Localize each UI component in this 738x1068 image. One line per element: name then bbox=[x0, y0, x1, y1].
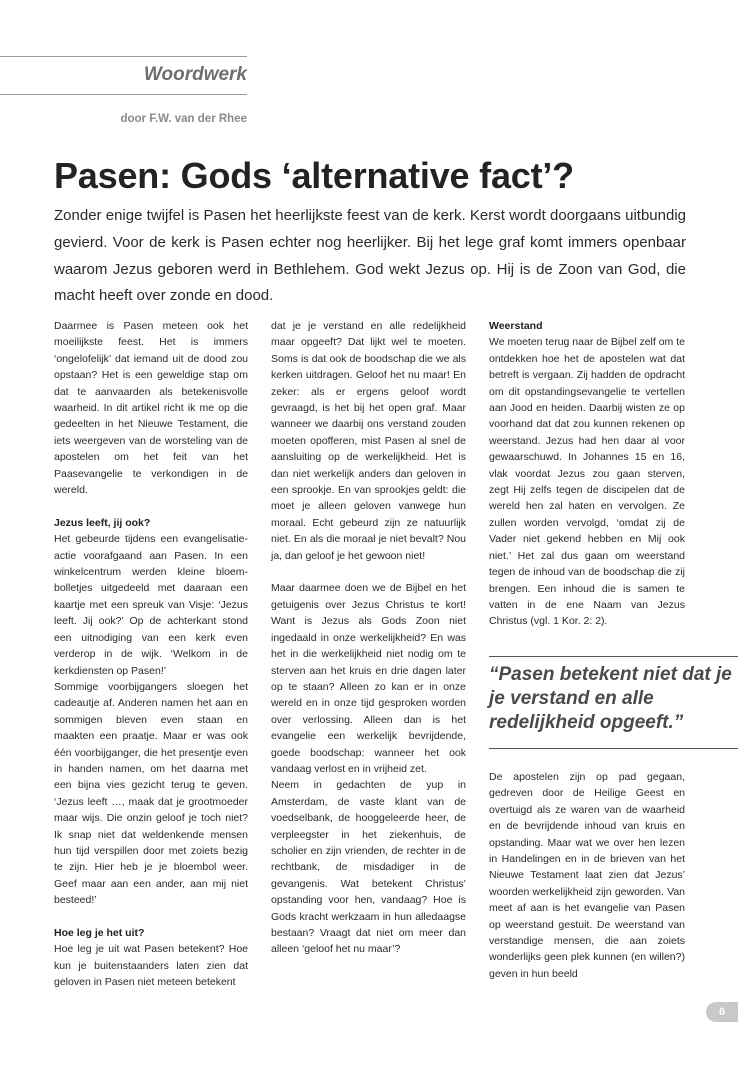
pull-quote-text: “Pasen betekent niet dat je je verstand en alle redelijkheid opgeeft.” bbox=[489, 664, 732, 733]
paragraph: Daarmee is Pasen meteen ook het moeilijkste feest. Het is immers ‘ongelofelijk’ dat iemand uit de dood zou opstaan? Het is een geweldige stap om dat te aanvaarden als betekenisvolle waarheid. In dit artikel richt ik me op die gedeelten in het Nieuwe Testament, die iets weergeven van de worsteling van de apostelen om het feit van het Paasevangelie te verkondigen in de wereld. bbox=[54, 320, 248, 497]
header-top-rule bbox=[0, 56, 247, 57]
paragraph: dat je je verstand en alle redelijkheid maar opgeeft? Dat lijkt wel te moeten. Soms is dat ook de boodschap die we als kerken uitdragen. Geloof het nu maar! En zeker: als er ergens geloof wordt gevraagd, is het bij het open graf. Maar wanneer we daarbij ons verstand zouden moeten opofferen, mist Pasen al snel de aansluiting op de werkelijkheid. Het is dan niet werkelijk anders dan geloven in een sprookje. En van sprookjes geldt: die moet je alleen geloven vanwege hun moraal. Echt gebeurd zijn ze natuurlijk niet. En als die moraal je niet bevalt? Nou ja, dan geloof je het gewoon niet! bbox=[271, 320, 466, 562]
paragraph: Sommige voorbijgangers sloegen het cadeautje af. Anderen namen het aan en sommigen bleven even staan en maakten een praatje. Maar er was ook één voorbijganger, die het presentje even in handen namen, om het daarna met een bijna vies gezicht terug te geven. ‘Jezus leeft …, maak dat je grootmoeder maar wijs. Die onzin geloof je toch niet? Ik snap niet dat weldenkende mensen hun tijd verspillen door met zoiets bezig te zijn. Hier heb je je bloembol weer. Geef maar aan een ander, aan mij niet besteed!’ bbox=[54, 680, 248, 907]
section-title: Woordwerk bbox=[143, 64, 247, 85]
column-3-continued bbox=[489, 769, 685, 999]
subheading: Jezus leeft, jij ook? bbox=[54, 516, 151, 529]
article-title: Pasen: Gods ‘alternative fact’? bbox=[54, 155, 574, 196]
paragraph: Hoe leg je uit wat Pasen betekent? Hoe kun je buitenstaanders laten zien dat geloven in Pasen niet meteen betekent bbox=[54, 943, 248, 989]
paragraph: Het gebeurde tijdens een evangelisatie-actie voorafgaand aan Pasen. In een winkelcentrum werden kleine bloem-bolletjes uitgedeeld met daaraan een kaartje met een spreuk van Visje: ‘Jezus leeft. Jij ook?’ Op de achterkant stond een uitnodiging van een kerk even verderop in de wijk. ‘Welkom in de kerkdiensten op Pasen!’ bbox=[54, 533, 248, 677]
subheading: Weerstand bbox=[489, 320, 543, 332]
paragraph: Neem in gedachten de yup in Amsterdam, de vaste klant van de voedselbank, de hooggeleerde heer, de verpleegster in het ziekenhuis, de scholier en zijn vrienden, de rechter in de rechtbank, de misdadiger in de gevangenis. Wat betekent Christus’ opstanding voor hen, vandaag? Hoe is Gods kracht werkzaam in hun alledaagse bestaan? Vraagt dat niet om meer dan alleen ‘geloof het nu maar’? bbox=[271, 779, 466, 956]
paragraph: De apostelen zijn op pad gegaan, gedreven door de Heilige Geest en overtuigd als ze waren van de waarheid en de bevrijdende inhoud van kruis en opstanding. Maar wat we over hen lezen in Handelingen en in de brieven van het Nieuwe Testament laat zien dat Jezus’ woorden werkelijkheid zijn geworden. Van meet af aan is het evangelie van Pasen op weerstand gestuit. De weerstand van verstandige mensen, die aan zoiets wonderlijks geen plek kunnen (en willen?) geven in hun beeld bbox=[489, 771, 685, 980]
column-3 bbox=[489, 318, 685, 646]
pull-quote bbox=[489, 656, 738, 749]
byline: door F.W. van der Rhee bbox=[120, 113, 247, 125]
subheading: Hoe leg je het uit? bbox=[54, 927, 145, 939]
article-intro: Zonder enige twijfel is Pasen het heerlijkste feest van de kerk. Kerst wordt doorgaans uitbundig gevierd. Voor de kerk is Pasen echter nog heerlijker. Bij het lege graf komt immers openbaar waarom Jezus geboren werd in Bethlehem. God wekt Jezus op. Hij is de Zoon van God, die macht heeft over zonde en dood. bbox=[54, 207, 686, 305]
page-number: 6 bbox=[706, 1002, 738, 1022]
column-1 bbox=[54, 318, 248, 1007]
header-bottom-rule bbox=[0, 94, 247, 95]
column-2 bbox=[271, 318, 466, 974]
paragraph: We moeten terug naar de Bijbel zelf om te ontdekken hoe het de apostelen wat dat betreft is vergaan. Zij hadden de opdracht om dit opstandingsevangelie te vertellen aan Jood en heiden. Daarbij wisten ze op voorhand dat dat zou kunnen rekenen op weerstand. Jezus had hen daar al voor gewaarschuwd. In Johannes 15 en 16, vlak voordat Jezus zou gaan sterven, zegt Hij zelfs tegen de discipelen dat de wereld hen zal haten en vervolgen. Ze zullen worden vervolgd, ‘omdat zij de Vader niet gekend hebben en Mij ook niet.’ Het zal dus gaan om weerstand tegen de inhoud van de boodschap die zij brengen. Een inhoud die is samen te vatten in de ene Naam van Jezus Christus (vgl. 1 Kor. 2: 2). bbox=[489, 336, 685, 628]
paragraph: Maar daarmee doen we de Bijbel en het getuigenis over Jezus Christus te kort! Want is Jezus als Gods Zoon niet ingedaald in onze werkelijkheid? En was het in die werkelijkheid niet nodig om te sterven aan het kruis en drie dagen later op te staan? Alleen zo kan er in onze wereld en in onze tijd gesproken worden over verlossing. Alleen dan is het evangelie een werkelijk bevrijdende, goede boodschap: wanneer het ook vandaag verlost en in vrijheid zet. bbox=[271, 582, 466, 775]
